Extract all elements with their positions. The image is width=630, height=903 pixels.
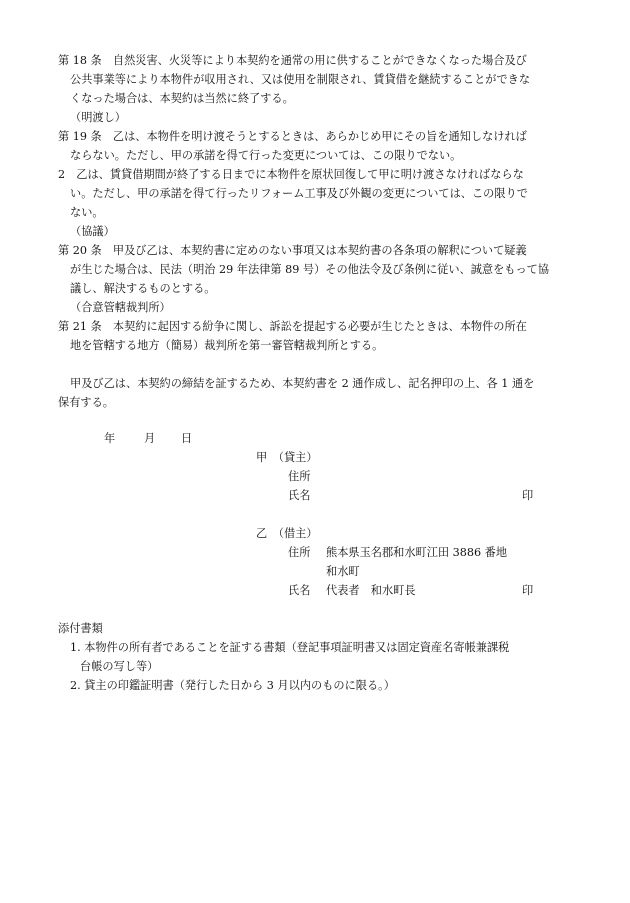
article-19-line-2: ならない。ただし、甲の承諾を得て行った変更については、この限りでない。: [70, 149, 462, 162]
article-19-line-1: 第 19 条 乙は、本物件を明け渡そうとするときは、あらかじめ甲にその旨を通知しなければ: [58, 130, 527, 143]
article-20-line-3: 議し、解決するものとする。: [70, 282, 216, 295]
party-otsu-address-value-2: 和水町: [326, 565, 360, 578]
article-18-line-1: 第 18 条 自然災害、火災等により本契約を通常の用に供することができなくなった場合及び: [58, 54, 527, 67]
attachment-item-1-cont: 台帳の写し等）: [80, 660, 159, 673]
article-18-line-3: くなった場合は、本契約は当然に終了する。: [70, 92, 294, 105]
article-18-line-2: 公共事業等により本物件が収用され、又は使用を制限され、賃貸借を継続することができな: [70, 73, 531, 86]
party-kou-seal: 印: [522, 489, 534, 502]
date-year: 年: [104, 432, 116, 445]
party-otsu-name-label: 氏名: [288, 584, 311, 597]
article-21-line-1: 第 21 条 本契約に起因する紛争に関し、訴訟を提起する必要が生じたときは、本物件の所在: [58, 320, 527, 333]
party-otsu-address-label: 住所: [288, 546, 311, 559]
article-21-line-2: 地を管轄する地方（簡易）裁判所を第一審管轄裁判所とする。: [70, 339, 384, 352]
article-21-heading: （合意管轄裁判所）: [70, 301, 171, 314]
article-20-line-2: が生じた場合は、民法（明治 29 年法律第 89 号）その他法令及び条例に従い、誠意をもって協: [70, 263, 550, 276]
party-otsu-seal: 印: [522, 584, 534, 597]
article-20-heading: （協議）: [70, 225, 115, 238]
party-kou-label: 甲 （貸主）: [256, 451, 318, 464]
article-19-para-2-line-2: い。ただし、甲の承諾を得て行ったリフォーム工事及び外観の変更については、この限りで: [70, 187, 528, 200]
attachment-item-2: 2. 貸主の印鑑証明書（発行した日から 3 月以内のものに限る。）: [70, 679, 395, 692]
article-19-para-2-line-1: 2 乙は、賃貸借期間が終了する日までに本物件を原状回復して甲に明け渡さなければならな: [58, 168, 524, 181]
article-19-para-2-line-3: ない。: [70, 206, 104, 219]
date-day: 日: [181, 432, 193, 445]
party-otsu-label: 乙 （借主）: [256, 527, 318, 540]
party-kou-address-label: 住所: [288, 470, 311, 483]
party-kou-name-label: 氏名: [288, 489, 311, 502]
attachments-title: 添付書類: [58, 622, 103, 635]
article-19-heading: （明渡し）: [70, 111, 126, 124]
article-20-line-1: 第 20 条 甲及び乙は、本契約書に定めのない事項又は本契約書の各条項の解釈について疑義: [58, 244, 527, 257]
date-month: 月: [144, 432, 156, 445]
attachment-item-1: 1. 本物件の所有者であることを証する書類（登記事項証明書又は固定資産名寄帳兼課税: [70, 641, 510, 654]
party-otsu-address-value: 熊本県玉名郡和水町江田 3886 番地: [326, 546, 508, 559]
party-otsu-name-value: 代表者 和水町長: [326, 584, 416, 597]
closing-line-1: 甲及び乙は、本契約の締結を証するため、本契約書を 2 通作成し、記名押印の上、各 1 通を: [70, 377, 535, 390]
closing-line-2: 保有する。: [58, 396, 114, 409]
